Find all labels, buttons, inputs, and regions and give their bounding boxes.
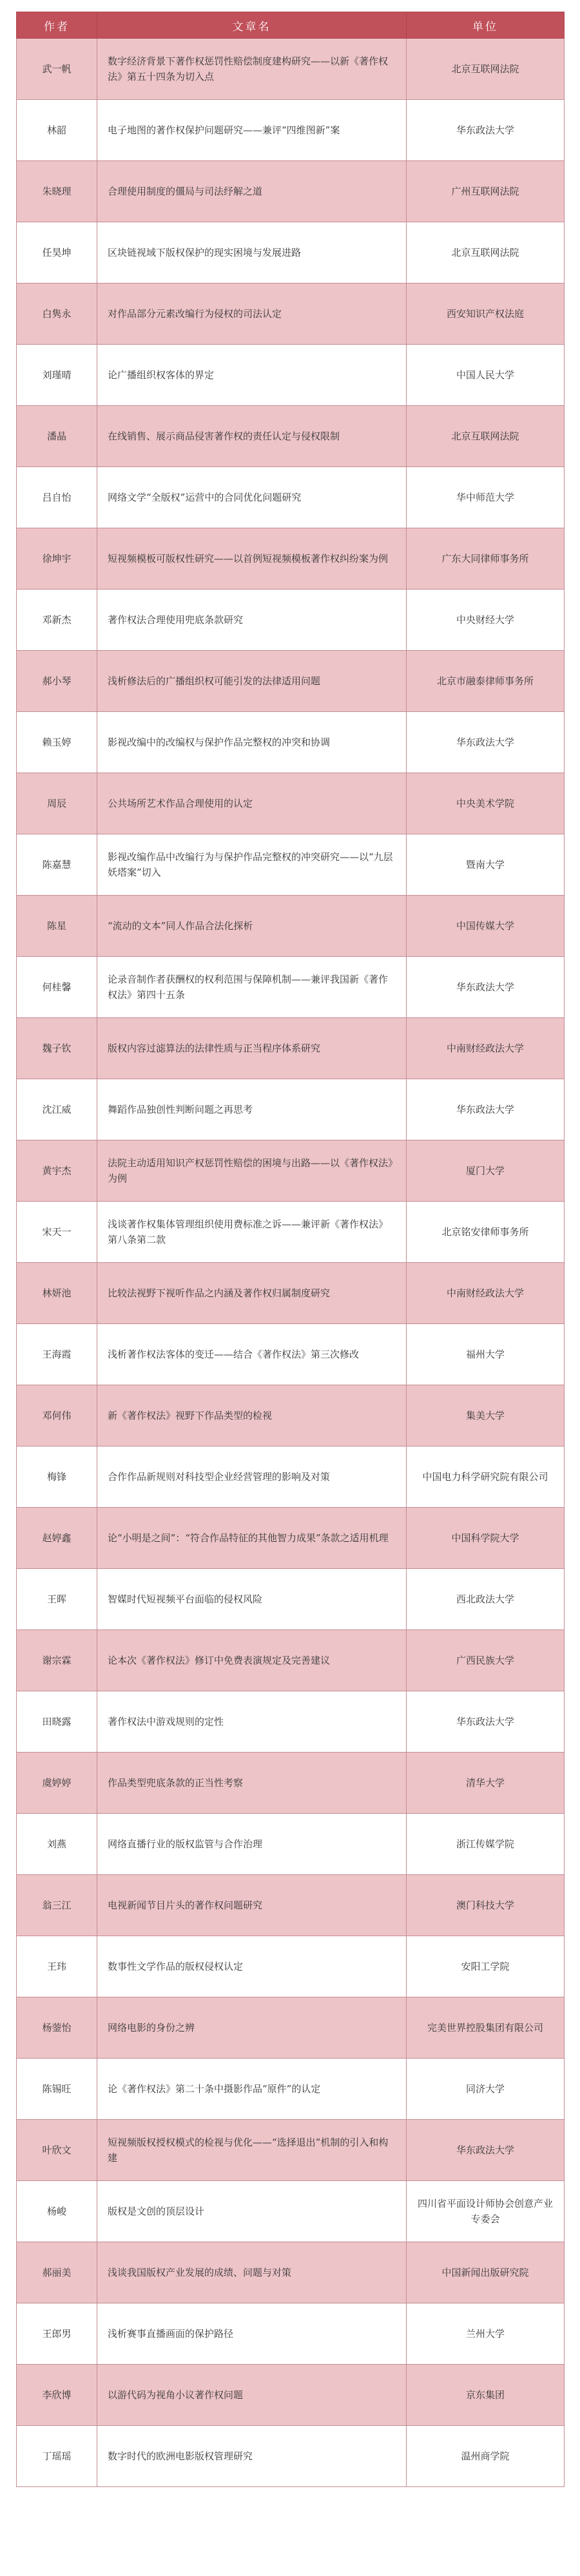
title-cell: 论《著作权法》第二十条中摄影作品“原件”的认定 [97, 2059, 407, 2120]
table-row [17, 100, 565, 161]
table-row [17, 2426, 565, 2487]
unit-cell: 暨南大学 [407, 834, 565, 896]
title-cell: 影视改编作品中改编行为与保护作品完整权的冲突研究——以“九层妖塔案”切入 [97, 834, 407, 896]
unit-cell: 华东政法大学 [407, 100, 565, 161]
table-row [17, 2303, 565, 2365]
title-cell: 论本次《著作权法》修订中免费表演规定及完善建议 [97, 1630, 407, 1691]
table-row [17, 1447, 565, 1508]
unit-cell: 华东政法大学 [407, 1079, 565, 1140]
author-column-header: 作者 [17, 12, 97, 39]
table-row [17, 528, 565, 590]
unit-cell: 厦门大学 [407, 1140, 565, 1202]
unit-cell: 完美世界控股集团有限公司 [407, 1997, 565, 2059]
author-cell: 吕自怡 [17, 467, 97, 528]
unit-cell: 中国人民大学 [407, 345, 565, 406]
table-row [17, 2365, 565, 2426]
title-column-header: 文章名 [97, 12, 407, 39]
title-cell: 版权内容过滤算法的法律性质与正当程序体系研究 [97, 1018, 407, 1079]
title-cell: 智媒时代短视频平台面临的侵权风险 [97, 1569, 407, 1630]
title-cell: 浅析修法后的广播组织权可能引发的法律适用问题 [97, 651, 407, 712]
table-row [17, 1875, 565, 1936]
table-row [17, 834, 565, 896]
unit-cell: 广西民族大学 [407, 1630, 565, 1691]
title-cell: 法院主动适用知识产权惩罚性赔偿的困境与出路——以《著作权法》为例 [97, 1140, 407, 1202]
author-cell: 邓何伟 [17, 1385, 97, 1447]
author-cell: 陈星 [17, 896, 97, 957]
title-cell: 论录音制作者获酬权的权利范围与保障机制——兼评我国新《著作权法》第四十五条 [97, 957, 407, 1018]
table-row [17, 2242, 565, 2303]
unit-cell: 华东政法大学 [407, 957, 565, 1018]
author-cell: 沈江威 [17, 1079, 97, 1140]
unit-cell: 北京互联网法院 [407, 406, 565, 467]
title-cell: 版权是文创的顶层设计 [97, 2181, 407, 2242]
author-cell: 朱晓理 [17, 161, 97, 222]
unit-cell: 温州商学院 [407, 2426, 565, 2487]
unit-cell: 兰州大学 [407, 2303, 565, 2365]
title-cell: 网络文学“全版权”运营中的合同优化问题研究 [97, 467, 407, 528]
title-cell: 数事性文学作品的版权侵权认定 [97, 1936, 407, 1997]
title-cell: 电子地图的著作权保护问题研究——兼评“四维图新”案 [97, 100, 407, 161]
author-cell: 王晖 [17, 1569, 97, 1630]
author-cell: 梅锋 [17, 1447, 97, 1508]
unit-cell: 中国科学院大学 [407, 1508, 565, 1569]
title-cell: 数字时代的欧洲电影版权管理研究 [97, 2426, 407, 2487]
title-cell: 对作品部分元素改编行为侵权的司法认定 [97, 284, 407, 345]
table-row [17, 2059, 565, 2120]
table-row [17, 2120, 565, 2181]
table-row [17, 1202, 565, 1263]
table-row [17, 1997, 565, 2059]
author-cell: 林韶 [17, 100, 97, 161]
table-row [17, 896, 565, 957]
author-cell: 徐坤宇 [17, 528, 97, 590]
table-row [17, 1630, 565, 1691]
author-cell: 陈嘉慧 [17, 834, 97, 896]
author-cell: 杨蓥怡 [17, 1997, 97, 2059]
title-cell: 浅谈我国版权产业发展的成绩、问题与对策 [97, 2242, 407, 2303]
table-row [17, 1263, 565, 1324]
title-cell: 在线销售、展示商品侵害著作权的责任认定与侵权限制 [97, 406, 407, 467]
unit-cell: 西北政法大学 [407, 1569, 565, 1630]
title-cell: 论广播组织权客体的界定 [97, 345, 407, 406]
title-cell: 电视新闻节目片头的著作权问题研究 [97, 1875, 407, 1936]
author-cell: 李欣博 [17, 2365, 97, 2426]
table-row [17, 590, 565, 651]
author-cell: 丁瑶瑶 [17, 2426, 97, 2487]
table-row [17, 1018, 565, 1079]
table-row [17, 345, 565, 406]
table-row [17, 2181, 565, 2242]
table-row [17, 222, 565, 284]
unit-cell: 集美大学 [407, 1385, 565, 1447]
unit-cell: 广州互联网法院 [407, 161, 565, 222]
title-cell: 浅谈著作权集体管理组织使用费标准之诉——兼评新《著作权法》第八条第二款 [97, 1202, 407, 1263]
unit-cell: 中国新闻出版研究院 [407, 2242, 565, 2303]
table-row [17, 1569, 565, 1630]
author-cell: 王郎男 [17, 2303, 97, 2365]
table-row [17, 1753, 565, 1814]
unit-cell: 华东政法大学 [407, 1691, 565, 1753]
unit-cell: 中央财经大学 [407, 590, 565, 651]
title-cell: 网络电影的身份之辨 [97, 1997, 407, 2059]
title-cell: 浅析著作权法客体的变迁——结合《著作权法》第三次修改 [97, 1324, 407, 1385]
unit-cell: 北京铭安律师事务所 [407, 1202, 565, 1263]
unit-cell: 四川省平面设计师协会创意产业专委会 [407, 2181, 565, 2242]
author-cell: 魏子钦 [17, 1018, 97, 1079]
title-cell: 短视频版权授权模式的检视与优化——“选择退出”机制的引入和构建 [97, 2120, 407, 2181]
title-cell: 著作权法合理使用兜底条款研究 [97, 590, 407, 651]
table-row [17, 1691, 565, 1753]
table-row [17, 651, 565, 712]
table-row [17, 161, 565, 222]
unit-cell: 华东政法大学 [407, 712, 565, 773]
unit-cell: 华东政法大学 [407, 2120, 565, 2181]
unit-cell: 清华大学 [407, 1753, 565, 1814]
author-cell: 陈锡旺 [17, 2059, 97, 2120]
article-list-table [16, 12, 565, 2487]
author-cell: 刘瑾晴 [17, 345, 97, 406]
unit-cell: 北京互联网法院 [407, 222, 565, 284]
unit-cell: 中国电力科学研究院有限公司 [407, 1447, 565, 1508]
title-cell: 区块链视域下版权保护的现实困境与发展进路 [97, 222, 407, 284]
author-cell: 黄宇杰 [17, 1140, 97, 1202]
author-cell: 虞婷婷 [17, 1753, 97, 1814]
unit-column-header: 单位 [407, 12, 565, 39]
author-cell: 白隽永 [17, 284, 97, 345]
title-cell: 新《著作权法》视野下作品类型的检视 [97, 1385, 407, 1447]
author-cell: 潘晶 [17, 406, 97, 467]
table-body [17, 39, 565, 2487]
table-row [17, 406, 565, 467]
unit-cell: 广东大同律师事务所 [407, 528, 565, 590]
author-cell: 王海霞 [17, 1324, 97, 1385]
title-cell: 数字经济背景下著作权惩罚性赔偿制度建构研究——以新《著作权法》第五十四条为切入点 [97, 39, 407, 100]
title-cell: 短视频模板可版权性研究——以首例短视频模板著作权纠纷案为例 [97, 528, 407, 590]
table-header-row [17, 12, 565, 39]
unit-cell: 中南财经政法大学 [407, 1018, 565, 1079]
unit-cell: 浙江传媒学院 [407, 1814, 565, 1875]
table-row [17, 773, 565, 834]
title-cell: 合作作品新规则对科技型企业经营管理的影响及对策 [97, 1447, 407, 1508]
title-cell: 影视改编中的改编权与保护作品完整权的冲突和协调 [97, 712, 407, 773]
table-row [17, 284, 565, 345]
title-cell: 作品类型兜底条款的正当性考察 [97, 1753, 407, 1814]
unit-cell: 中国传媒大学 [407, 896, 565, 957]
author-cell: 赵婷鑫 [17, 1508, 97, 1569]
unit-cell: 安阳工学院 [407, 1936, 565, 1997]
table-row [17, 1508, 565, 1569]
title-cell: 合理使用制度的僵局与司法纾解之道 [97, 161, 407, 222]
author-cell: 郝小琴 [17, 651, 97, 712]
author-cell: 周辰 [17, 773, 97, 834]
author-cell: 武一帆 [17, 39, 97, 100]
table-row [17, 1814, 565, 1875]
title-cell: 著作权法中游戏规则的定性 [97, 1691, 407, 1753]
table-row [17, 39, 565, 100]
table-row [17, 1079, 565, 1140]
author-cell: 赖玉婷 [17, 712, 97, 773]
title-cell: 以游代码为视角小议著作权问题 [97, 2365, 407, 2426]
author-cell: 王玮 [17, 1936, 97, 1997]
unit-cell: 华中师范大学 [407, 467, 565, 528]
author-cell: 翁三江 [17, 1875, 97, 1936]
author-cell: 田晓露 [17, 1691, 97, 1753]
title-cell: 网络直播行业的版权监管与合作治理 [97, 1814, 407, 1875]
author-cell: 何桂馨 [17, 957, 97, 1018]
author-cell: 宋天一 [17, 1202, 97, 1263]
title-cell: 舞蹈作品独创性判断问题之再思考 [97, 1079, 407, 1140]
unit-cell: 澳门科技大学 [407, 1875, 565, 1936]
unit-cell: 中央美术学院 [407, 773, 565, 834]
title-cell: “流动的文本”同人作品合法化探析 [97, 896, 407, 957]
table-row [17, 712, 565, 773]
author-cell: 邓新杰 [17, 590, 97, 651]
author-cell: 杨峻 [17, 2181, 97, 2242]
unit-cell: 北京市融泰律师事务所 [407, 651, 565, 712]
author-cell: 林妍池 [17, 1263, 97, 1324]
title-cell: 浅析赛事直播画面的保护路径 [97, 2303, 407, 2365]
unit-cell: 京东集团 [407, 2365, 565, 2426]
author-cell: 叶欣文 [17, 2120, 97, 2181]
unit-cell: 同济大学 [407, 2059, 565, 2120]
unit-cell: 中南财经政法大学 [407, 1263, 565, 1324]
table-row [17, 957, 565, 1018]
table-row [17, 1140, 565, 1202]
title-cell: 比较法视野下视听作品之内涵及著作权归属制度研究 [97, 1263, 407, 1324]
unit-cell: 西安知识产权法庭 [407, 284, 565, 345]
author-cell: 刘燕 [17, 1814, 97, 1875]
author-cell: 谢宗霖 [17, 1630, 97, 1691]
table-row [17, 467, 565, 528]
unit-cell: 北京互联网法院 [407, 39, 565, 100]
table-row [17, 1324, 565, 1385]
table-row [17, 1936, 565, 1997]
unit-cell: 福州大学 [407, 1324, 565, 1385]
title-cell: 论“小明是之间”：“符合作品特征的其他智力成果”条款之适用机理 [97, 1508, 407, 1569]
author-cell: 郝丽美 [17, 2242, 97, 2303]
author-cell: 任昊坤 [17, 222, 97, 284]
table-row [17, 1385, 565, 1447]
title-cell: 公共场所艺术作品合理使用的认定 [97, 773, 407, 834]
